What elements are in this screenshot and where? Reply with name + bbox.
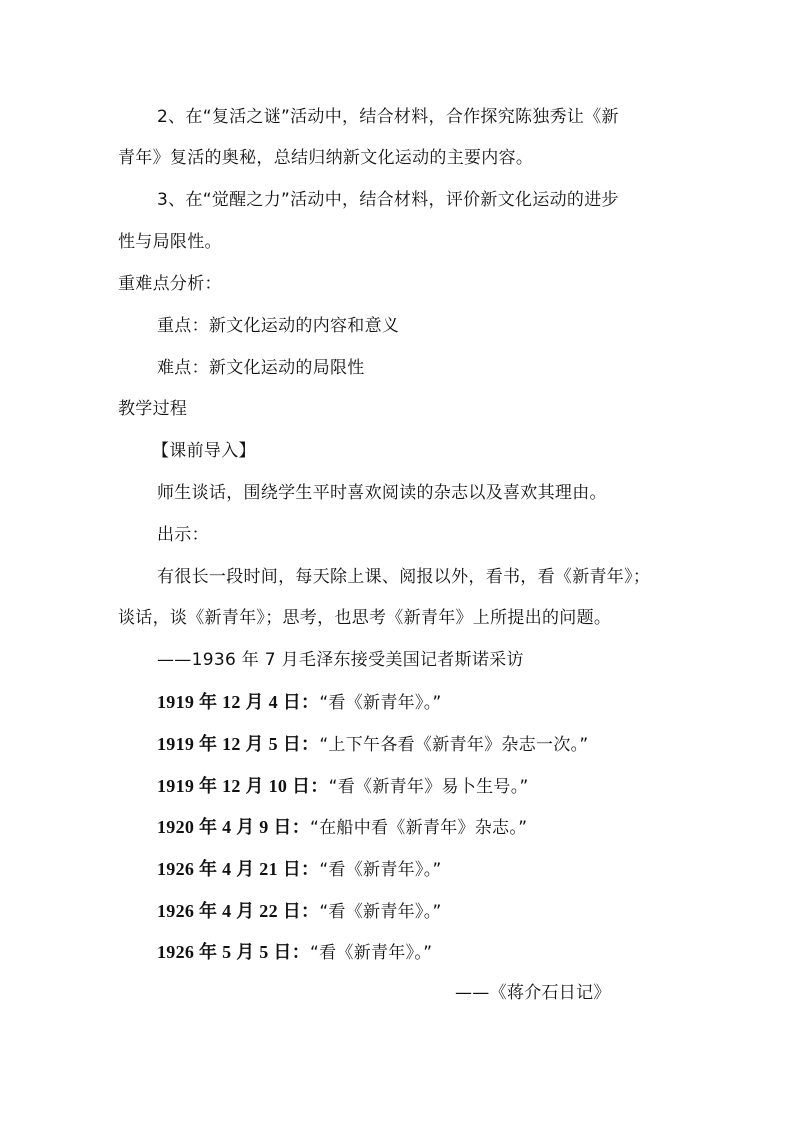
diary-text: “看《新青年》。” <box>310 943 433 963</box>
quote-source: ——1936 年 7 月毛泽东接受美国记者斯诺采访 <box>157 650 524 670</box>
intro-heading: 【课前导入】 <box>152 441 256 461</box>
diary-text: “看《新青年》。” <box>319 902 442 922</box>
diary-source: ——《蒋介石日记》 <box>455 983 611 1003</box>
intro-text: 师生谈话，围绕学生平时喜欢阅读的杂志以及喜欢其理由。 <box>157 483 607 503</box>
quote-line-1: 有很长一段时间，每天除上课、阅报以外，看书，看《新青年》； <box>157 567 651 587</box>
diary-text: “看《新青年》。” <box>319 860 442 880</box>
diary-text: “看《新青年》。” <box>319 693 442 713</box>
diary-date: 1926 年 4 月 21 日： <box>157 859 320 879</box>
show-label: 出示： <box>157 525 209 545</box>
diary-entry <box>157 816 527 839</box>
diary-date: 1926 年 4 月 22 日： <box>157 901 320 921</box>
process-heading: 教学过程 <box>118 399 188 419</box>
diary-date: 1919 年 12 月 5 日： <box>157 734 320 754</box>
diary-text: “在船中看《新青年》杂志。” <box>310 818 528 838</box>
diary-entry <box>157 691 442 714</box>
diary-entry <box>157 900 442 923</box>
key-point-focus: 重点：新文化运动的内容和意义 <box>157 316 400 336</box>
diary-text: “上下午各看《新青年》杂志一次。” <box>319 735 589 755</box>
diary-text: “看《新青年》易卜生号。” <box>328 777 529 797</box>
objective-3-line-1: 3、在“觉醒之力”活动中，结合材料，评价新文化运动的进步 <box>157 190 619 210</box>
diary-date: 1919 年 12 月 4 日： <box>157 692 320 712</box>
diary-entry <box>157 941 432 964</box>
diary-entry <box>157 775 529 798</box>
objective-3-line-2: 性与局限性。 <box>118 232 222 252</box>
diary-date: 1919 年 12 月 10 日： <box>157 776 329 796</box>
objective-2-line-1: 2、在“复活之谜”活动中，结合材料，合作探究陈独秀让《新 <box>157 107 619 127</box>
diary-date: 1926 年 5 月 5 日： <box>157 942 310 962</box>
quote-line-2: 谈话，谈《新青年》；思考，也思考《新青年》上所提出的问题。 <box>118 608 612 628</box>
diary-entry <box>157 733 589 756</box>
diary-entry <box>157 858 442 881</box>
key-points-heading: 重难点分析： <box>118 274 222 294</box>
key-point-difficulty: 难点：新文化运动的局限性 <box>157 358 365 378</box>
objective-2-line-2: 青年》复活的奥秘，总结归纳新文化运动的主要内容。 <box>118 148 534 168</box>
diary-date: 1920 年 4 月 9 日： <box>157 817 310 837</box>
